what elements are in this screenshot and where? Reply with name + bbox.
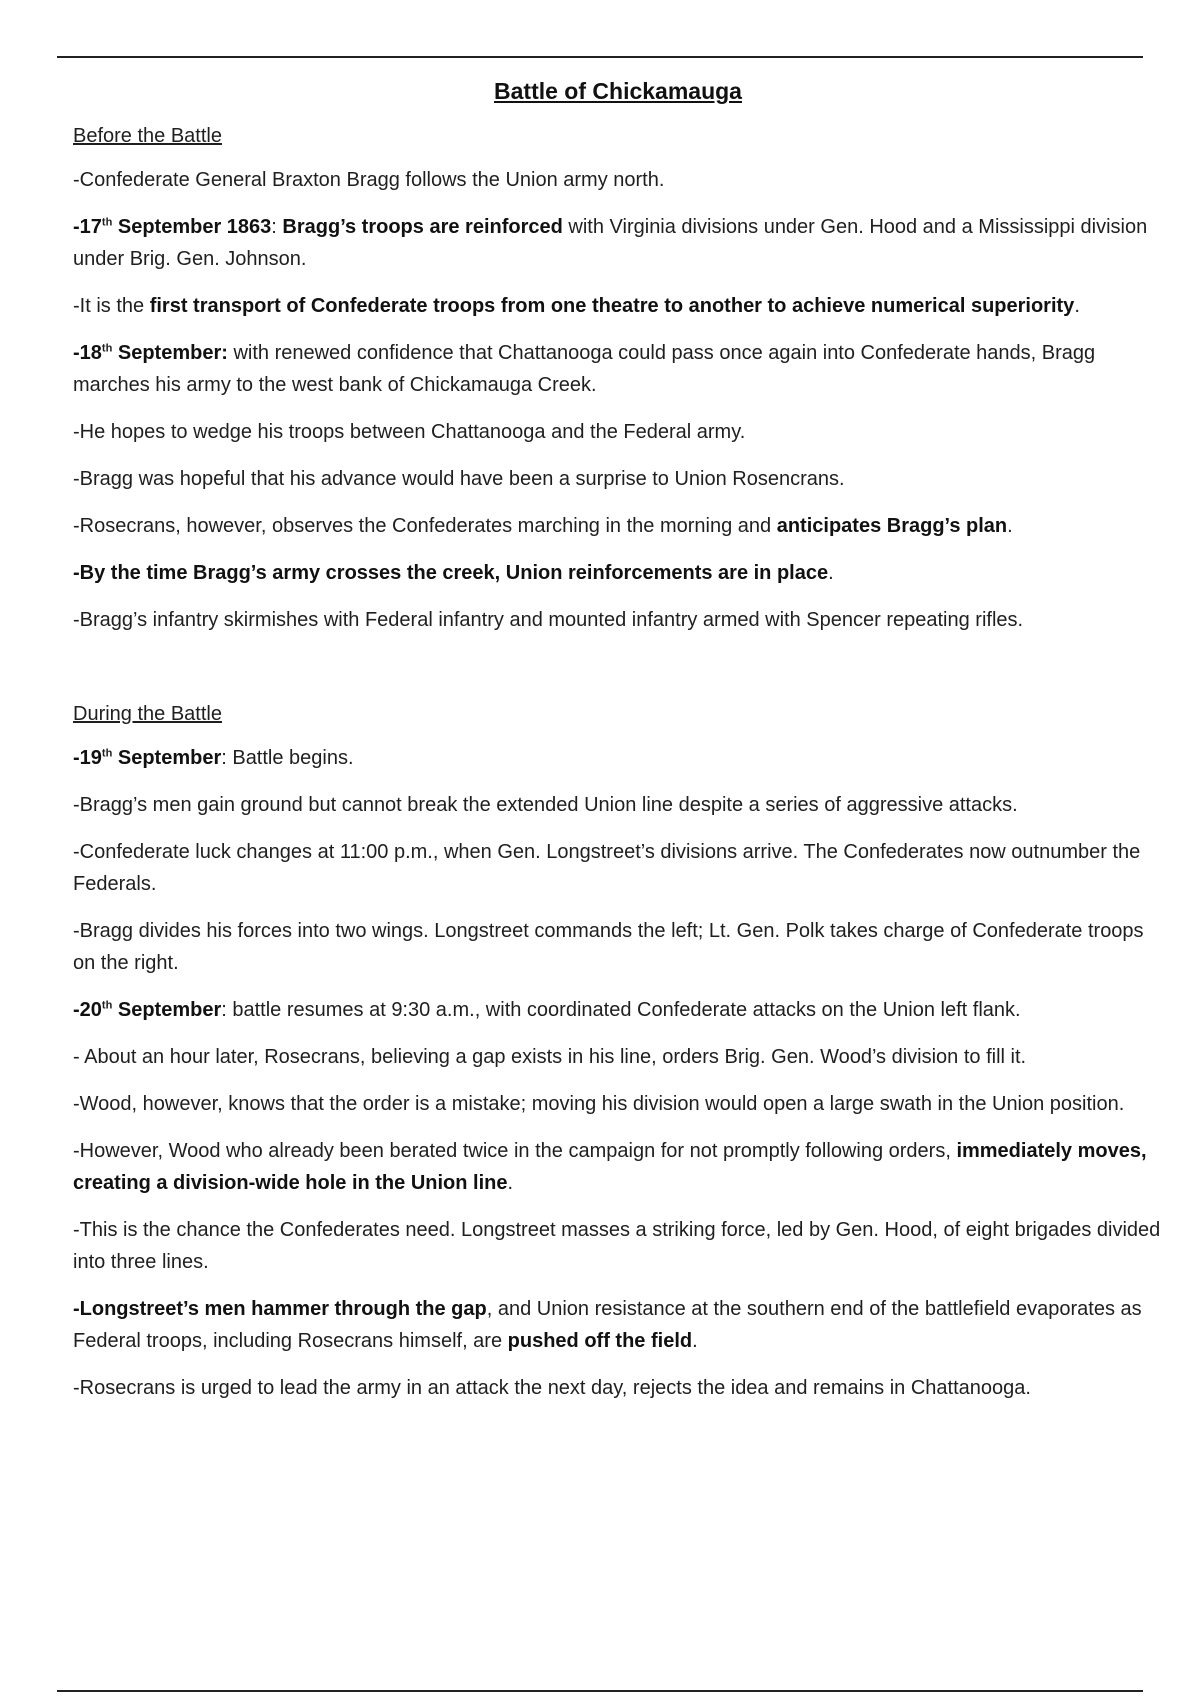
text-run: - About an hour later, Rosecrans, believing a gap exists in his line, orders Brig. Gen. Wood’s division to fill it. [73, 1046, 1027, 1068]
bold-text: first transport of Confederate troops from one theatre to another to achieve numerical superiority [149, 295, 1075, 317]
paragraph [73, 337, 1163, 401]
bottom-rule [57, 1690, 1143, 1692]
paragraph [73, 164, 1163, 196]
bold-text: -17 [73, 216, 102, 238]
document-title: Battle of Chickamauga [494, 78, 742, 104]
section-spacer [73, 651, 1163, 703]
paragraph [73, 463, 1163, 495]
paragraph [73, 290, 1163, 322]
text-run: with Virginia divisions under Gen. Hood and a Mississippi division under Brig. Gen. Johnson. [73, 216, 1148, 270]
text-run: -Bragg was hopeful that his advance would have been a surprise to Union Rosencrans. [73, 468, 845, 490]
document-page [73, 70, 1163, 1419]
bold-text: anticipates Bragg’s plan [776, 515, 1008, 537]
paragraph [73, 789, 1163, 821]
document-body [73, 125, 1163, 1404]
paragraph [73, 915, 1163, 979]
paragraph [73, 211, 1163, 275]
text-run: -Confederate luck changes at 11:00 p.m., when Gen. Longstreet’s divisions arrive. The Confederates now outnumber the Federals. [73, 841, 1141, 895]
bold-text: -19 [73, 747, 102, 769]
paragraph [73, 994, 1163, 1026]
text-run: . [692, 1330, 698, 1352]
text-run: with renewed confidence that Chattanooga could pass once again into Confederate hands, Bragg marches his army to the west bank of Chickamauga Creek. [73, 342, 1096, 396]
text-run: , and Union resistance at the southern end of the battlefield evaporates as Federal troops, including Rosecrans himself, are [73, 1298, 1142, 1352]
text-run: -Bragg divides his forces into two wings. Longstreet commands the left; Lt. Gen. Polk takes charge of Confederate troops on the right. [73, 920, 1144, 974]
text-run: . [828, 562, 834, 584]
bold-text: -By the time Bragg’s army crosses the creek, Union reinforcements are in place [73, 562, 829, 584]
bold-text: -20 [73, 999, 102, 1021]
bold-text: -Longstreet’s men hammer through the gap [73, 1298, 487, 1320]
paragraph [73, 836, 1163, 900]
bold-text: September [112, 999, 222, 1021]
paragraph [73, 416, 1163, 448]
paragraph [73, 1135, 1163, 1199]
ordinal-superscript: th [101, 747, 113, 760]
paragraph [73, 510, 1163, 542]
section-heading: During the Battle [73, 703, 222, 725]
bold-text: pushed off the field [507, 1330, 693, 1352]
paragraph [73, 1214, 1163, 1278]
text-run: . [1074, 295, 1080, 317]
paragraph [73, 1088, 1163, 1120]
text-run: -This is the chance the Confederates need. Longstreet masses a striking force, led by Gen. Hood, of eight brigades divided into three lines. [73, 1219, 1161, 1273]
ordinal-superscript: th [101, 216, 113, 229]
bold-text: Bragg’s troops are reinforced [282, 216, 563, 238]
text-run: -However, Wood who already been berated twice in the campaign for not promptly following orders, [73, 1140, 957, 1162]
text-run: : [271, 216, 283, 238]
text-run: -Confederate General Braxton Bragg follows the Union army north. [73, 169, 665, 191]
text-run: -Bragg’s men gain ground but cannot break the extended Union line despite a series of aggressive attacks. [73, 794, 1018, 816]
bold-text: September [112, 747, 222, 769]
text-run: -Rosecrans is urged to lead the army in an attack the next day, rejects the idea and remains in Chattanooga. [73, 1377, 1031, 1399]
text-run: -Bragg’s infantry skirmishes with Federal infantry and mounted infantry armed with Spencer repeating rifles. [73, 609, 1024, 631]
text-run: : battle resumes at 9:30 a.m., with coordinated Confederate attacks on the Union left flank. [221, 999, 1021, 1021]
bold-text: immediately moves, creating a division-wide hole in the Union line [73, 1140, 1147, 1194]
bold-text: September: [112, 342, 228, 364]
bold-text: September 1863 [112, 216, 272, 238]
paragraph [73, 742, 1163, 774]
text-run: -Rosecrans, however, observes the Confederates marching in the morning and [73, 515, 777, 537]
text-run: . [1007, 515, 1013, 537]
paragraph [73, 1293, 1163, 1357]
paragraph [73, 1372, 1163, 1404]
text-run: -He hopes to wedge his troops between Chattanooga and the Federal army. [73, 421, 746, 443]
text-run: -It is the [73, 295, 150, 317]
text-run: : Battle begins. [221, 747, 354, 769]
text-run: . [507, 1172, 514, 1194]
text-run: -Wood, however, knows that the order is a mistake; moving his division would open a large swath in the Union position. [73, 1093, 1125, 1115]
top-rule [57, 56, 1143, 58]
bold-text: -18 [73, 342, 102, 364]
section-heading: Before the Battle [73, 125, 222, 147]
paragraph [73, 1041, 1163, 1073]
ordinal-superscript: th [101, 342, 113, 355]
ordinal-superscript: th [101, 999, 113, 1012]
paragraph [73, 557, 1163, 589]
paragraph [73, 604, 1163, 636]
